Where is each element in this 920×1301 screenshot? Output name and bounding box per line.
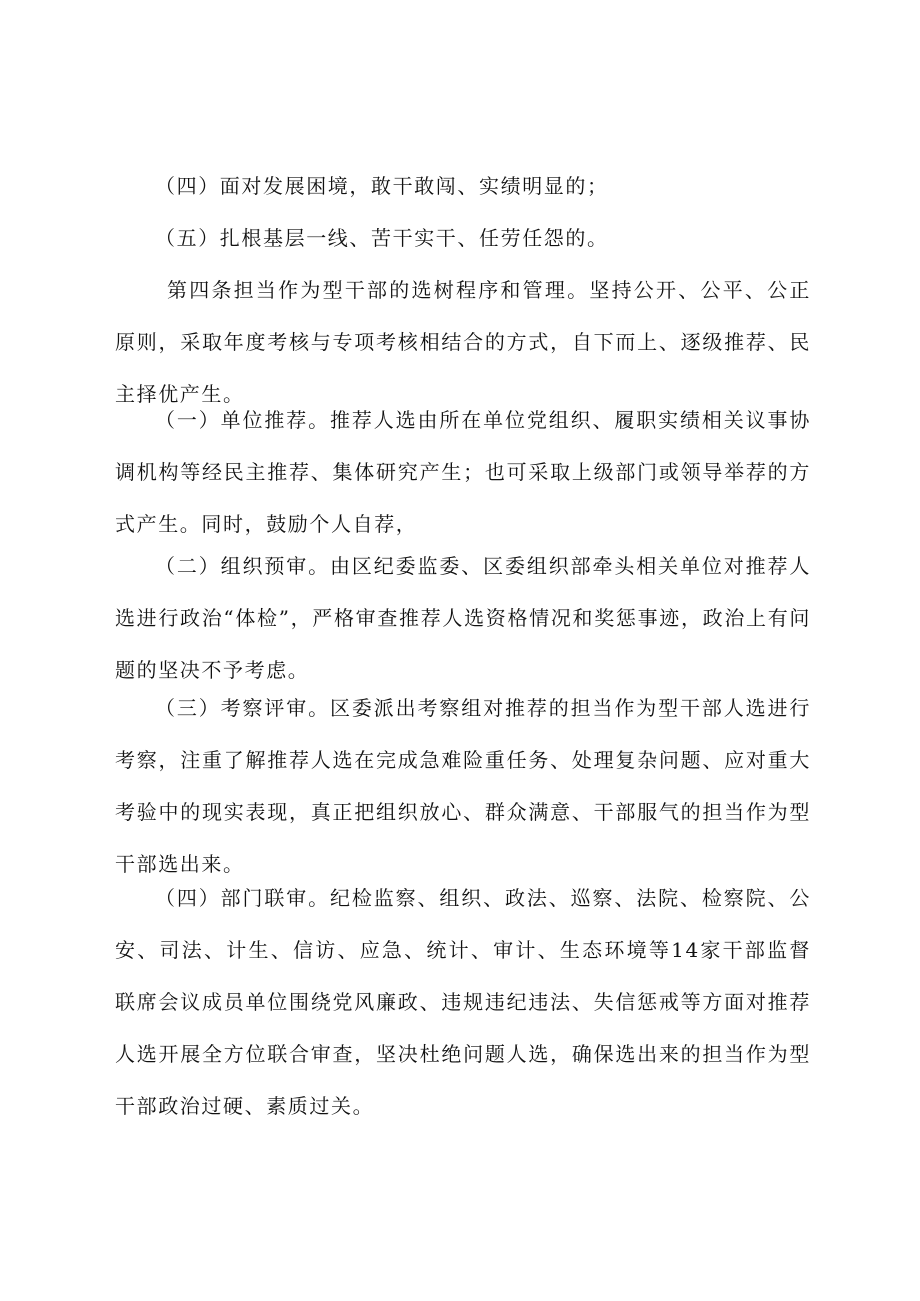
paragraph-step-unit-recommendation: （一）单位推荐。推荐人选由所在单位党组织、履职实绩相关议事协调机构等经民主推荐、集体研究产生；也可采取上级部门或领导举荐的方式产生。同时，鼓励个人自荐， <box>115 408 811 536</box>
paragraph-step-joint-review: （四）部门联审。纪检监察、组织、政法、巡察、法院、检察院、公安、司法、计生、信访、应急、统计、审计、生态环境等14家干部监督联席会议成员单位围绕党风廉政、违规违纪违法、失信惩戒等方面对推荐人选开展全方位联合审查，坚决杜绝问题人选，确保选出来的担当作为型干部政治过硬、素质过关。 <box>115 886 811 1118</box>
paragraph-step-inspection: （三）考察评审。区委派出考察组对推荐的担当作为型干部人选进行考察，注重了解推荐人选在完成急难险重任务、处理复杂问题、应对重大考验中的现实表现，真正把组织放心、群众满意、干部服气的担当作为型干部选出来。 <box>115 696 811 876</box>
paragraph-criterion-4: （四）面对发展困境，敢干敢闯、实绩明显的； <box>155 174 609 198</box>
paragraph-criterion-5: （五）扎根基层一线、苦干实干、任劳任怨的。 <box>155 226 609 250</box>
paragraph-article-4: 第四条担当作为型干部的选树程序和管理。坚持公开、公平、公正原则，采取年度考核与专项考核相结合的方式，自下而上、逐级推荐、民主择优产生。 <box>115 278 811 406</box>
paragraph-step-organization-review: （二）组织预审。由区纪委监委、区委组织部牵头相关单位对推荐人选进行政治“体检”，严格审查推荐人选资格情况和奖惩事迹，政治上有问题的坚决不予考虑。 <box>115 554 811 682</box>
